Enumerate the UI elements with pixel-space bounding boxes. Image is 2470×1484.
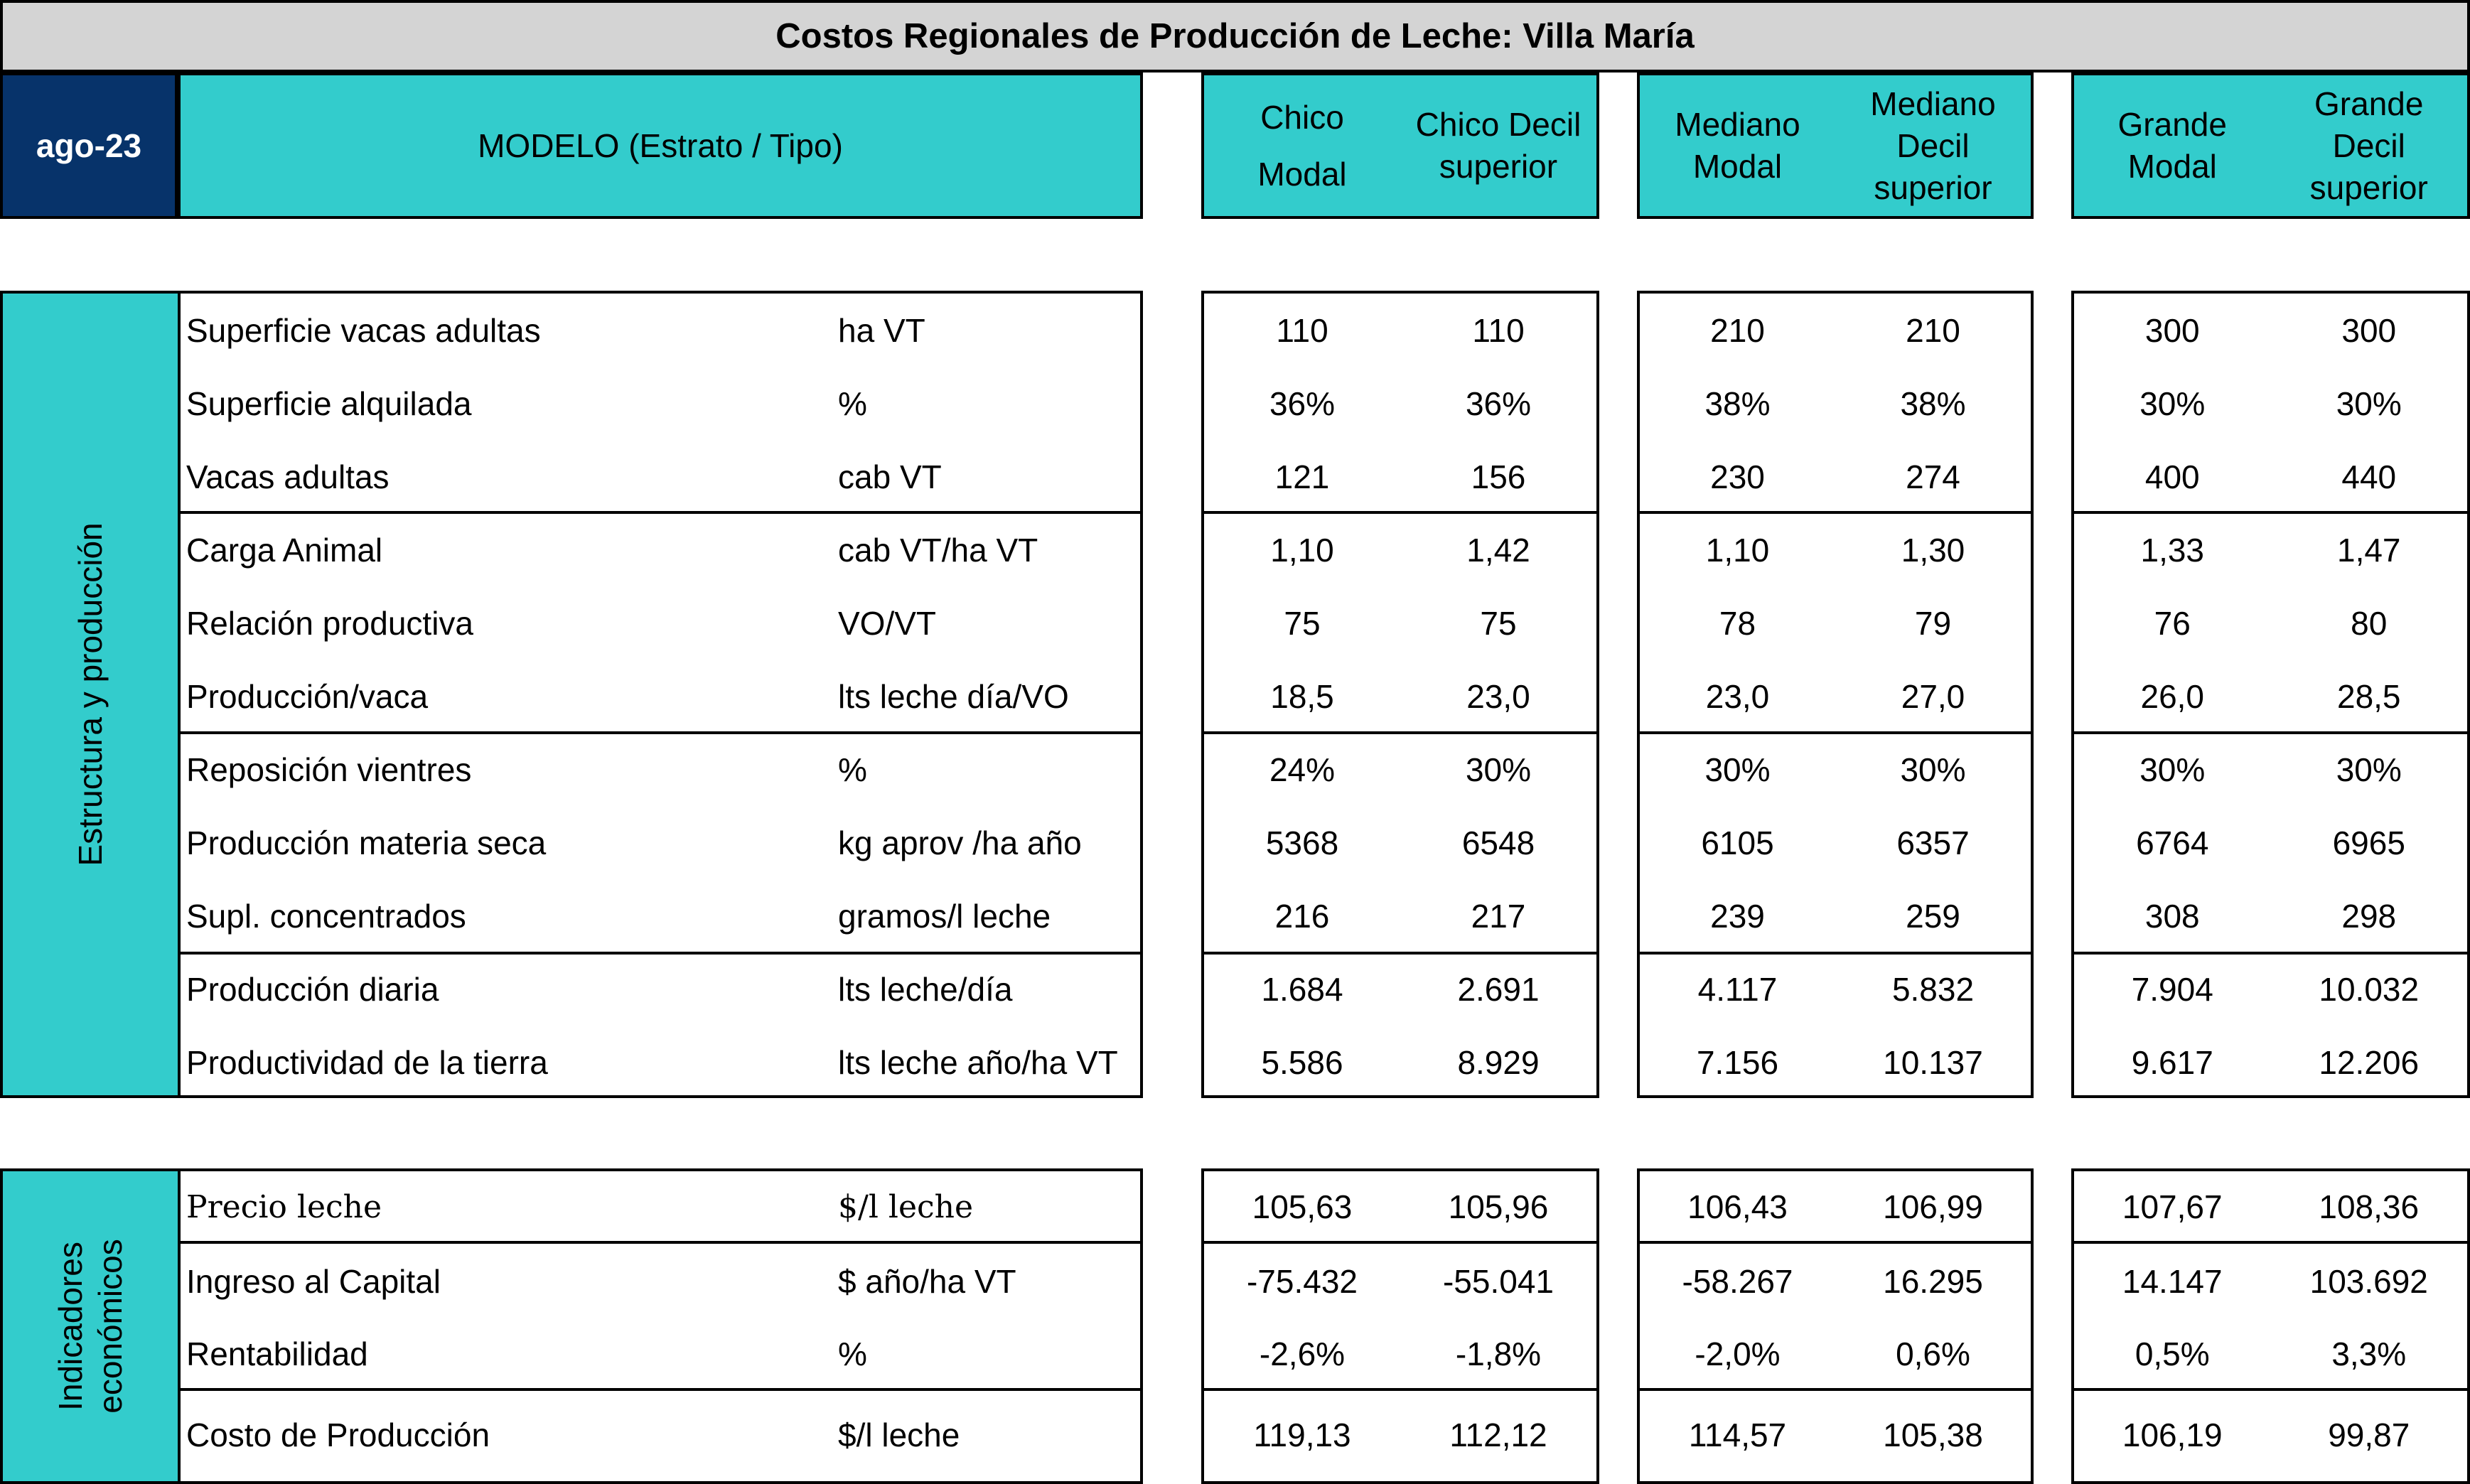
value-row xyxy=(1640,1389,2031,1480)
row-label: Supl. concentrados xyxy=(186,897,466,935)
value-cell: 114,57 xyxy=(1688,1416,1787,1453)
row-label: Vacas adultas xyxy=(186,458,390,495)
col-header-grande-modal: Grande Modal xyxy=(2117,106,2227,185)
row-unit: lts leche año/ha VT xyxy=(838,1043,1118,1081)
value-cell: 26,0 xyxy=(2140,677,2205,715)
value-cell: 10.032 xyxy=(2319,970,2420,1008)
table-row xyxy=(181,513,1140,586)
row-unit: cab VT xyxy=(838,458,942,495)
value-cell: -1,8% xyxy=(1455,1335,1542,1372)
value-row xyxy=(1204,440,1596,513)
table-row xyxy=(181,1318,1140,1389)
model-header: MODELO (Estrato / Tipo) xyxy=(178,72,1143,219)
row-label: Relación productiva xyxy=(186,604,474,642)
row-unit: lts leche día/VO xyxy=(838,677,1069,715)
mediano-header-group xyxy=(1637,72,2034,219)
value-cell: 239 xyxy=(1710,897,1765,935)
row-divider xyxy=(181,1241,1140,1244)
value-row xyxy=(1204,513,1596,586)
value-cell: 105,96 xyxy=(1448,1188,1549,1225)
row-unit: $/l leche xyxy=(838,1188,974,1225)
table-row xyxy=(181,367,1140,440)
section-label-estructura xyxy=(0,291,178,1098)
value-cell: 12.206 xyxy=(2319,1043,2420,1081)
value-cell: 230 xyxy=(1710,458,1765,495)
value-row xyxy=(1204,952,1596,1026)
row-divider xyxy=(2074,952,2467,955)
row-label: Rentabilidad xyxy=(186,1335,368,1372)
value-cell: 300 xyxy=(2144,311,2200,349)
value-cell: 10.137 xyxy=(1883,1043,1983,1081)
value-cell: 110 xyxy=(1472,311,1525,349)
economic-values-grande xyxy=(2071,1168,2470,1484)
value-cell: 6105 xyxy=(1701,824,1774,861)
value-cell: -58.267 xyxy=(1682,1262,1793,1300)
section-label-estructura-text: Estructura y producción xyxy=(72,522,109,866)
value-row xyxy=(1204,1389,1596,1480)
value-cell: 274 xyxy=(1906,458,1960,495)
value-row xyxy=(2074,1026,2467,1099)
row-label: Producción diaria xyxy=(186,970,439,1008)
value-cell: 105,63 xyxy=(1252,1188,1353,1225)
row-divider xyxy=(1204,731,1596,734)
col-header-mediano-modal: Mediano Modal xyxy=(1675,106,1800,185)
structure-values-grande xyxy=(2071,291,2470,1098)
row-divider xyxy=(1204,1388,1596,1391)
value-row xyxy=(1204,367,1596,440)
economic-values-mediano xyxy=(1637,1168,2034,1484)
row-unit: $ año/ha VT xyxy=(838,1262,1016,1300)
table-row xyxy=(181,1244,1140,1318)
value-cell: 16.295 xyxy=(1883,1262,1983,1300)
value-row xyxy=(1640,1318,2031,1389)
table-row xyxy=(181,294,1140,367)
value-cell: 36% xyxy=(1269,385,1336,422)
table-row xyxy=(181,1171,1140,1242)
value-cell: 23,0 xyxy=(1705,677,1770,715)
section-label-indicadores-text: Indicadores económicos xyxy=(52,1239,129,1414)
value-row xyxy=(2074,733,2467,806)
economic-labels xyxy=(178,1168,1143,1484)
value-row xyxy=(2074,367,2467,440)
table-row xyxy=(181,733,1140,806)
value-cell: 6357 xyxy=(1896,824,1970,861)
value-cell: 0,6% xyxy=(1896,1335,1970,1372)
value-row xyxy=(1204,1318,1596,1389)
value-cell: 76 xyxy=(2154,604,2191,642)
value-cell: 6764 xyxy=(2136,824,2209,861)
value-row xyxy=(1640,367,2031,440)
value-cell: 30% xyxy=(2139,751,2206,788)
value-row xyxy=(1640,1026,2031,1099)
value-cell: 156 xyxy=(1471,458,1526,495)
row-label: Productividad de la tierra xyxy=(186,1043,548,1081)
economic-values-chico xyxy=(1201,1168,1599,1484)
value-cell: 23,0 xyxy=(1466,677,1530,715)
value-cell: -75.432 xyxy=(1246,1262,1358,1300)
value-row xyxy=(2074,294,2467,367)
value-row xyxy=(2074,660,2467,733)
row-label: Precio leche xyxy=(186,1188,382,1225)
table-row xyxy=(181,1389,1140,1480)
value-cell: 27,0 xyxy=(1901,677,1965,715)
value-cell: 30% xyxy=(2336,751,2402,788)
value-row xyxy=(2074,1244,2467,1318)
value-cell: 1,47 xyxy=(2336,531,2401,569)
value-cell: 1,10 xyxy=(1270,531,1334,569)
value-cell: 75 xyxy=(1284,604,1321,642)
row-unit: ha VT xyxy=(838,311,925,349)
value-cell: 107,67 xyxy=(2122,1188,2223,1225)
value-cell: 6965 xyxy=(2332,824,2405,861)
value-cell: 400 xyxy=(2144,458,2200,495)
row-divider xyxy=(1640,511,2031,514)
row-divider xyxy=(1204,511,1596,514)
row-divider xyxy=(1640,952,2031,955)
row-label: Superficie vacas adultas xyxy=(186,311,541,349)
value-cell: 110 xyxy=(1276,311,1328,349)
value-cell: 119,13 xyxy=(1253,1416,1351,1453)
row-divider xyxy=(1204,952,1596,955)
value-cell: 8.929 xyxy=(1457,1043,1540,1081)
value-cell: 38% xyxy=(1704,385,1771,422)
value-row xyxy=(2074,1389,2467,1480)
value-row xyxy=(1204,1244,1596,1318)
value-cell: 14.147 xyxy=(2122,1262,2223,1300)
value-cell: 217 xyxy=(1471,897,1526,935)
value-cell: 30% xyxy=(2336,385,2402,422)
row-divider xyxy=(181,1388,1140,1391)
value-row xyxy=(2074,586,2467,660)
value-cell: -55.041 xyxy=(1442,1262,1554,1300)
value-cell: 5.586 xyxy=(1261,1043,1343,1081)
table-row xyxy=(181,806,1140,879)
row-label: Ingreso al Capital xyxy=(186,1262,441,1300)
col-header-mediano-decil: Mediano Decil superior xyxy=(1870,85,1996,206)
value-row xyxy=(1640,513,2031,586)
col-header-grande-decil: Grande Decil superior xyxy=(2309,85,2428,206)
row-divider xyxy=(2074,1241,2467,1244)
value-cell: 106,43 xyxy=(1687,1188,1788,1225)
value-row xyxy=(2074,806,2467,879)
value-cell: -2,6% xyxy=(1259,1335,1346,1372)
value-cell: 36% xyxy=(1465,385,1532,422)
value-cell: 3,3% xyxy=(2331,1335,2407,1372)
value-cell: 121 xyxy=(1274,458,1330,495)
row-divider xyxy=(181,511,1140,514)
value-row xyxy=(1204,1171,1596,1242)
value-row xyxy=(1640,586,2031,660)
chico-header-group xyxy=(1201,72,1599,219)
value-row xyxy=(1204,733,1596,806)
value-row xyxy=(2074,513,2467,586)
row-divider xyxy=(2074,1388,2467,1391)
structure-values-mediano xyxy=(1637,291,2034,1098)
table-row xyxy=(181,440,1140,513)
value-cell: 1.684 xyxy=(1261,970,1343,1008)
value-cell: 1,30 xyxy=(1901,531,1965,569)
value-row xyxy=(1640,294,2031,367)
page-title: Costos Regionales de Producción de Leche: Villa María xyxy=(0,0,2470,72)
row-divider xyxy=(181,952,1140,955)
value-cell: 216 xyxy=(1274,897,1330,935)
value-row xyxy=(1640,806,2031,879)
value-cell: 259 xyxy=(1906,897,1960,935)
value-cell: -2,0% xyxy=(1695,1335,1781,1372)
col-header-chico-modal xyxy=(1204,75,1400,216)
value-cell: 38% xyxy=(1900,385,1966,422)
row-unit: gramos/l leche xyxy=(838,897,1051,935)
value-row xyxy=(1204,879,1596,952)
row-label: Reposición vientres xyxy=(186,751,472,788)
value-cell: 112,12 xyxy=(1449,1416,1547,1453)
value-row xyxy=(2074,1171,2467,1242)
value-row xyxy=(2074,879,2467,952)
table-row xyxy=(181,879,1140,952)
table-row xyxy=(181,586,1140,660)
value-row xyxy=(1640,1244,2031,1318)
row-unit: VO/VT xyxy=(838,604,937,642)
value-row xyxy=(1204,660,1596,733)
value-row xyxy=(1640,660,2031,733)
value-cell: 1,33 xyxy=(2140,531,2205,569)
table-row xyxy=(181,1026,1140,1099)
value-row xyxy=(1640,879,2031,952)
value-cell: 1,42 xyxy=(1466,531,1530,569)
value-cell: 108,36 xyxy=(2319,1188,2420,1225)
row-divider xyxy=(1640,1388,2031,1391)
value-cell: 298 xyxy=(2341,897,2397,935)
row-unit: lts leche/día xyxy=(838,970,1013,1008)
structure-values-chico xyxy=(1201,291,1599,1098)
value-cell: 210 xyxy=(1906,311,1960,349)
row-divider xyxy=(1204,1241,1596,1244)
table-row xyxy=(181,660,1140,733)
value-row xyxy=(1640,1171,2031,1242)
row-label: Producción materia seca xyxy=(186,824,547,861)
value-cell: 5368 xyxy=(1265,824,1339,861)
value-cell: 30% xyxy=(1900,751,1966,788)
table-row xyxy=(181,952,1140,1026)
value-cell: 308 xyxy=(2144,897,2200,935)
value-cell: 78 xyxy=(1719,604,1756,642)
value-cell: 28,5 xyxy=(2336,677,2401,715)
value-cell: 7.156 xyxy=(1696,1043,1779,1081)
row-unit: cab VT/ha VT xyxy=(838,531,1038,569)
row-divider xyxy=(2074,511,2467,514)
value-row xyxy=(2074,440,2467,513)
value-cell: 106,19 xyxy=(2122,1416,2223,1453)
value-cell: 75 xyxy=(1480,604,1517,642)
row-divider xyxy=(2074,731,2467,734)
value-cell: 105,38 xyxy=(1883,1416,1983,1453)
grande-header-group xyxy=(2071,72,2470,219)
row-unit: % xyxy=(838,1335,867,1372)
value-row xyxy=(2074,1318,2467,1389)
value-cell: 103.692 xyxy=(2309,1262,2428,1300)
row-divider xyxy=(181,731,1140,734)
value-row xyxy=(1640,440,2031,513)
value-row xyxy=(1204,294,1596,367)
value-cell: 4.117 xyxy=(1697,970,1778,1008)
row-unit: % xyxy=(838,751,867,788)
value-row xyxy=(1204,806,1596,879)
value-cell: 6548 xyxy=(1461,824,1535,861)
row-unit: $/l leche xyxy=(838,1416,960,1453)
value-cell: 2.691 xyxy=(1457,970,1540,1008)
value-cell: 9.617 xyxy=(2131,1043,2213,1081)
value-cell: 80 xyxy=(2351,604,2388,642)
value-row xyxy=(1640,733,2031,806)
row-label: Carga Animal xyxy=(186,531,383,569)
row-label: Costo de Producción xyxy=(186,1416,490,1453)
value-row xyxy=(1204,1026,1596,1099)
value-cell: 30% xyxy=(1704,751,1771,788)
value-row xyxy=(2074,952,2467,1026)
structure-labels xyxy=(178,291,1143,1098)
row-label: Superficie alquilada xyxy=(186,385,472,422)
value-cell: 5.832 xyxy=(1891,970,1975,1008)
row-unit: % xyxy=(838,385,867,422)
value-cell: 7.904 xyxy=(2131,970,2213,1008)
value-cell: 106,99 xyxy=(1883,1188,1983,1225)
col-header-chico-modal-line1: Chico xyxy=(1260,99,1344,136)
row-unit: kg aprov /ha año xyxy=(838,824,1082,861)
row-divider xyxy=(1640,731,2031,734)
value-cell: 210 xyxy=(1710,311,1765,349)
value-cell: 30% xyxy=(1465,751,1532,788)
row-label: Producción/vaca xyxy=(186,677,429,715)
value-row xyxy=(1640,952,2031,1026)
value-cell: 30% xyxy=(2139,385,2206,422)
value-row xyxy=(1204,586,1596,660)
date-label: ago-23 xyxy=(0,72,178,219)
value-cell: 18,5 xyxy=(1270,677,1334,715)
value-cell: 99,87 xyxy=(2328,1416,2410,1453)
section-label-indicadores xyxy=(0,1168,178,1484)
value-cell: 440 xyxy=(2341,458,2397,495)
value-cell: 0,5% xyxy=(2135,1335,2210,1372)
row-divider xyxy=(1640,1241,2031,1244)
col-header-chico-modal-line2: Modal xyxy=(1257,156,1347,193)
col-header-chico-decil: Chico Decil superior xyxy=(1415,106,1582,185)
value-cell: 300 xyxy=(2341,311,2397,349)
value-cell: 79 xyxy=(1914,604,1952,642)
value-cell: 24% xyxy=(1269,751,1336,788)
value-cell: 1,10 xyxy=(1705,531,1770,569)
